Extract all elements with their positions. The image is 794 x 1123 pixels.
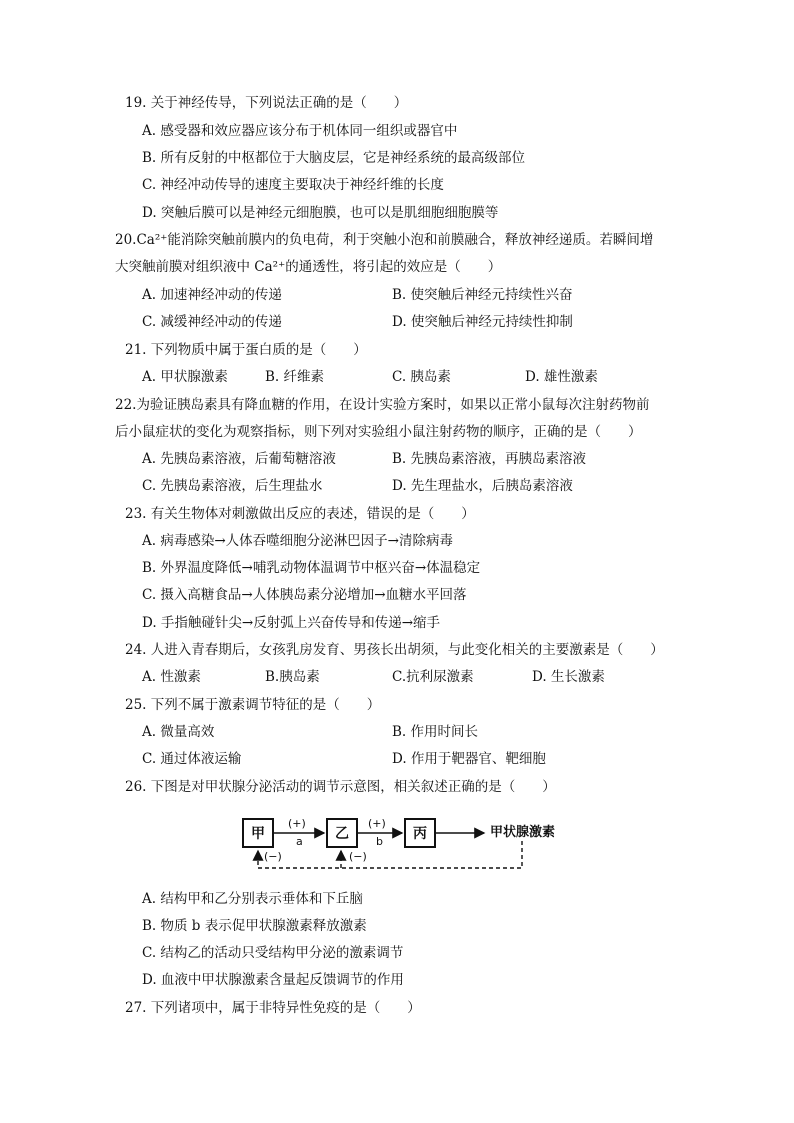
q22-option-a: A. 先胰岛素溶液，后葡萄糖溶液	[142, 451, 336, 467]
q19-option-b: B. 所有反射的中枢都位于大脑皮层，它是神经系统的最高级部位	[142, 150, 526, 166]
q22-stem-line2: 后小鼠症状的变化为观察指标，则下列对实验组小鼠注射药物的顺序，正确的是（ ）	[115, 424, 642, 440]
box-bing: 丙	[404, 818, 436, 848]
q22-option-d: D. 先生理盐水，后胰岛素溶液	[392, 478, 573, 494]
q23-stem: 23. 有关生物体对刺激做出反应的表述，错误的是（ ）	[125, 506, 475, 522]
q26-option-b: B. 物质 b 表示促甲状腺激素释放激素	[142, 918, 367, 934]
q25-option-d: D. 作用于靶器官、靶细胞	[392, 751, 546, 767]
q21-option-c: C. 胰岛素	[392, 369, 451, 385]
q23-option-d: D. 手指触碰针尖→反射弧上兴奋传导和传递→缩手	[142, 615, 441, 631]
q19-option-d: D. 突触后膜可以是神经元细胞膜，也可以是肌细胞细胞膜等	[142, 205, 499, 221]
q25-option-b: B. 作用时间长	[392, 724, 479, 740]
q21-option-d: D. 雄性激素	[525, 369, 598, 385]
q26-stem: 26. 下图是对甲状腺分泌活动的调节示意图，相关叙述正确的是（ ）	[125, 779, 556, 795]
q20-option-c: C. 减缓神经冲动的传递	[142, 314, 282, 330]
label-minus-1: (−)	[264, 850, 282, 863]
q21-option-a: A. 甲状腺激素	[142, 369, 228, 385]
label-plus-2: (+)	[368, 817, 386, 830]
q25-option-c: C. 通过体液运输	[142, 751, 242, 767]
box-jia: 甲	[242, 818, 274, 848]
q24-option-d: D. 生长激素	[532, 669, 605, 685]
thyroid-regulation-diagram	[240, 810, 570, 874]
q21-stem: 21. 下列物质中属于蛋白质的是（ ）	[125, 342, 367, 358]
q23-option-c: C. 摄入高糖食品→人体胰岛素分泌增加→血糖水平回落	[142, 587, 467, 603]
q24-stem: 24. 人进入青春期后，女孩乳房发育、男孩长出胡须，与此变化相关的主要激素是（ ）	[125, 642, 664, 658]
q20-option-a: A. 加速神经冲动的传递	[142, 287, 282, 303]
q23-option-a: A. 病毒感染→人体吞噬细胞分泌淋巴因子→清除病毒	[142, 533, 453, 549]
label-plus-1: (+)	[288, 817, 306, 830]
q24-option-c: C.抗利尿激素	[392, 669, 474, 685]
q25-stem: 25. 下列不属于激素调节特征的是（ ）	[125, 697, 381, 713]
q23-option-b: B. 外界温度降低→哺乳动物体温调节中枢兴奋→体温稳定	[142, 560, 481, 576]
label-a: a	[296, 835, 303, 848]
q20-stem-line1: 20.Ca²⁺能消除突触前膜内的负电荷，利于突触小泡和前膜融合，释放神经递质。若瞬间增	[115, 232, 654, 248]
q22-stem-line1: 22.为验证胰岛素具有降血糖的作用，在设计实验方案时，如果以正常小鼠每次注射药物前	[115, 397, 650, 413]
output-thyroid-hormone: 甲状腺激素	[490, 825, 556, 840]
q20-option-d: D. 使突触后神经元持续性抑制	[392, 314, 573, 330]
q25-option-a: A. 微量高效	[142, 724, 215, 740]
label-minus-2: (−)	[349, 850, 367, 863]
q21-option-b: B. 纤维素	[265, 369, 325, 385]
q26-option-d: D. 血液中甲状腺激素含量起反馈调节的作用	[142, 972, 404, 988]
q26-option-a: A. 结构甲和乙分别表示垂体和下丘脑	[142, 891, 363, 907]
q22-option-b: B. 先胰岛素溶液，再胰岛素溶液	[392, 451, 587, 467]
q24-option-b: B.胰岛素	[265, 669, 320, 685]
q20-option-b: B. 使突触后神经元持续性兴奋	[392, 287, 573, 303]
q20-stem-line2: 大突触前膜对组织液中 Ca²⁺的通透性，将引起的效应是（ ）	[115, 259, 502, 275]
label-b: b	[376, 835, 383, 848]
q19-stem: 19. 关于神经传导，下列说法正确的是（ ）	[125, 95, 408, 111]
q24-option-a: A. 性激素	[142, 669, 201, 685]
box-yi: 乙	[326, 818, 358, 848]
q22-option-c: C. 先胰岛素溶液，后生理盐水	[142, 478, 323, 494]
q19-option-a: A. 感受器和效应器应该分布于机体同一组织或器官中	[142, 123, 458, 139]
q26-option-c: C. 结构乙的活动只受结构甲分泌的激素调节	[142, 945, 404, 961]
q19-option-c: C. 神经冲动传导的速度主要取决于神经纤维的长度	[142, 177, 444, 193]
q27-stem: 27. 下列诸项中，属于非特异性免疫的是（ ）	[125, 1000, 421, 1016]
